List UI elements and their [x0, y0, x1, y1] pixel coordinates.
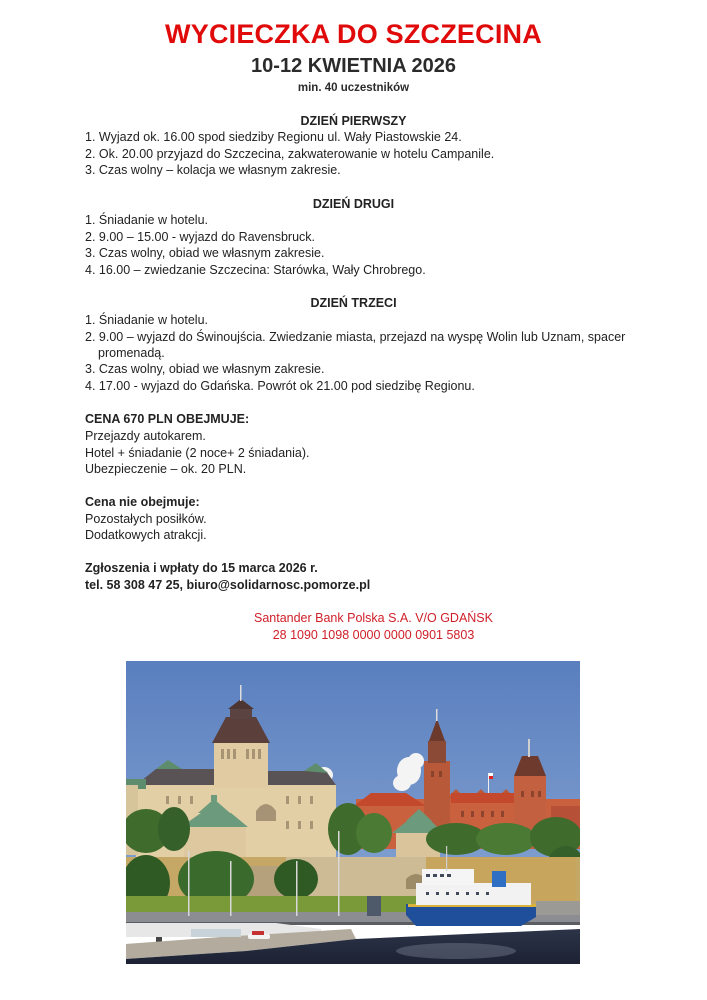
- day-3-item: 3. Czas wolny, obiad we własnym zakresie.: [85, 362, 325, 376]
- bank-name: Santander Bank Polska S.A. V/O GDAŃSK: [253, 611, 493, 625]
- day-2-heading: DZIEŃ DRUGI: [312, 197, 395, 211]
- page-title: WYCIECZKA DO SZCZECINA: [165, 19, 542, 49]
- day-1-heading: DZIEŃ PIERWSZY: [300, 114, 407, 128]
- day-1-item: 2. Ok. 20.00 przyjazd do Szczecina, zakwaterowanie w hotelu Campanile.: [85, 147, 495, 161]
- min-participants: min. 40 uczestników: [297, 82, 410, 94]
- day-3-heading: DZIEŃ TRZECI: [310, 296, 397, 310]
- pier: [536, 901, 580, 915]
- day-3-item: 2. 9.00 – wyjazd do Świnoujścia. Zwiedzanie miasta, przejazd na wyspę Wolin lub Uznam, spacer: [85, 330, 626, 344]
- photo-illustration: [126, 661, 580, 964]
- bank-account-number: 28 1090 1098 0000 0000 0901 5803: [272, 628, 475, 642]
- day-3-item: 1. Śniadanie w hotelu.: [85, 313, 209, 327]
- price-excludes-heading: Cena nie obejmuje:: [85, 495, 200, 509]
- price-exclude-item: Pozostałych posiłków.: [85, 512, 207, 526]
- registration-deadline: Zgłoszenia i wpłaty do 15 marca 2026 r.: [85, 561, 318, 575]
- price-include-item: Przejazdy autokarem.: [85, 429, 206, 443]
- day-3-item-continuation: promenadą.: [98, 346, 165, 360]
- price-include-item: Ubezpieczenie – ok. 20 PLN.: [85, 462, 247, 476]
- day-2-item: 2. 9.00 – 15.00 - wyjazd do Ravensbruck.: [85, 230, 315, 244]
- day-2-item: 3. Czas wolny, obiad we własnym zakresie.: [85, 246, 325, 260]
- contact-info: tel. 58 308 47 25, biuro@solidarnosc.pomorze.pl: [85, 578, 371, 592]
- szczecin-waterfront-photo: [126, 661, 580, 964]
- day-1-item: 1. Wyjazd ok. 16.00 spod siedziby Regionu ul. Wały Piastowskie 24.: [85, 130, 462, 144]
- day-3-item: 4. 17.00 - wyjazd do Gdańska. Powrót ok 21.00 pod siedzibę Regionu.: [85, 379, 475, 393]
- price-heading: CENA 670 PLN OBEJMUJE:: [85, 412, 250, 426]
- trip-dates: 10-12 KWIETNIA 2026: [251, 55, 456, 77]
- day-1-item: 3. Czas wolny – kolacja we własnym zakresie.: [85, 163, 341, 177]
- day-2-item: 1. Śniadanie w hotelu.: [85, 213, 209, 227]
- price-exclude-item: Dodatkowych atrakcji.: [85, 528, 207, 542]
- day-2-item: 4. 16.00 – zwiedzanie Szczecina: Starówka, Wały Chrobrego.: [85, 263, 426, 277]
- price-include-item: Hotel + śniadanie (2 noce+ 2 śniadania).: [85, 446, 310, 460]
